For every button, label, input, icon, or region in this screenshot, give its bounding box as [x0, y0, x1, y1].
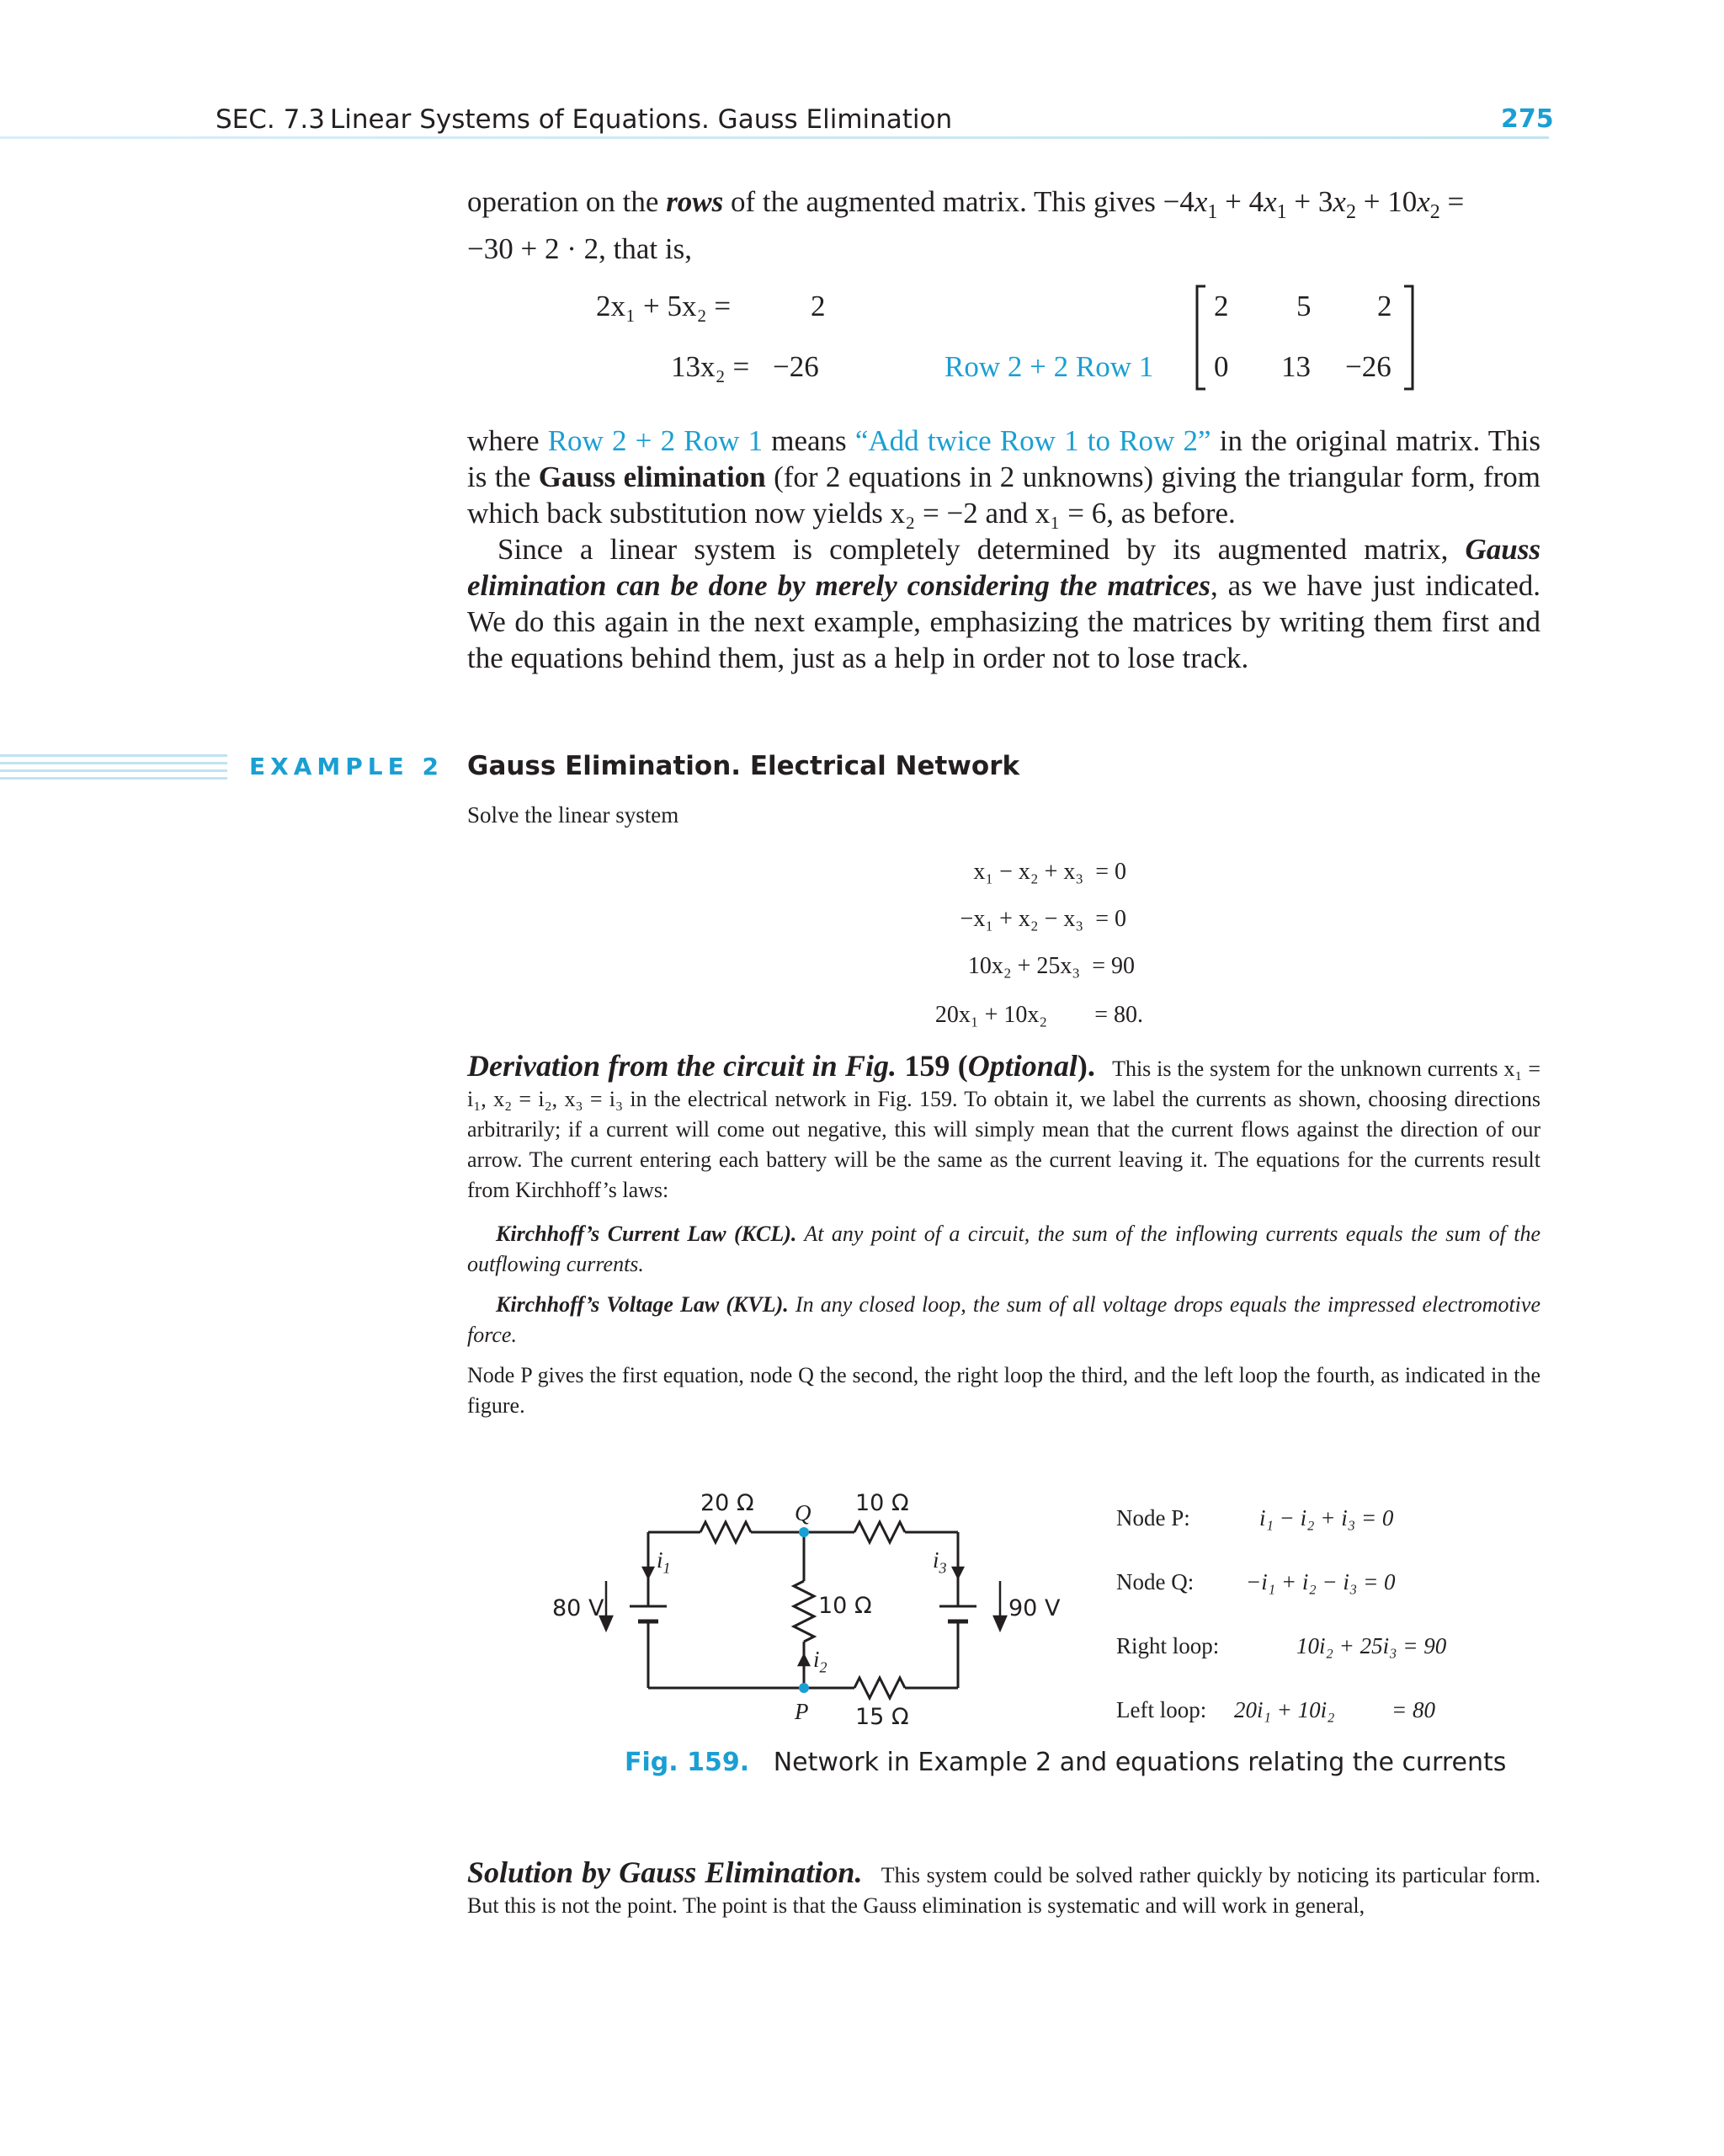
system-row-4-lhs: 20x₁ + 10x₂	[934, 1002, 1048, 1028]
label-i3-sub: 3	[939, 1559, 947, 1577]
matrix-cell-r2c1: 0	[1214, 350, 1229, 383]
label-10-ohm-mid: 10 Ω	[818, 1593, 872, 1619]
node-p-dot	[799, 1683, 809, 1693]
label-i1	[657, 1547, 671, 1577]
fig-eq-1-label: Node P:	[1116, 1505, 1190, 1530]
derivation-paragraph	[467, 1051, 1540, 1206]
matrix-cell-r1c2: 5	[1296, 290, 1312, 322]
system-row-1-rhs: = 0	[1095, 859, 1126, 885]
label-node-p: P	[795, 1699, 809, 1724]
system-row-2-lhs: −x₁ + x₂ − x₃	[960, 906, 1084, 932]
system-row-2-rhs: = 0	[1095, 906, 1126, 932]
section-number: SEC. 7.3	[216, 104, 325, 135]
system-row-3	[849, 953, 1135, 980]
kcl-head: Kirchhoff’s Current Law (KCL).	[496, 1222, 797, 1246]
fig-eq-4: 20i₁ + 10i₂ = 80	[1234, 1697, 1435, 1722]
i2-arrow-head	[799, 1655, 809, 1665]
kvl-text: In any closed loop, the sum of all voltage drops equals the impressed electromotive force.	[467, 1292, 1540, 1347]
matrix-cell-r1c3: 2	[1377, 290, 1392, 322]
p1-rest1: in the original matrix. This is the	[467, 424, 1540, 493]
p1-row-op: Row 2 + 2 Row 1	[547, 424, 764, 457]
row-operation-label: Row 2 + 2 Row 1	[944, 350, 1154, 383]
intro-paragraph: operation on the rows of the augmented matrix. This gives $-4x_1 + 4x_1 + 3x_2 + 10x_2$ = −30 + 2 · 2, that is,	[467, 185, 1465, 265]
system-row-4	[849, 1002, 1143, 1029]
intro-text-a: operation on the	[467, 185, 667, 218]
matrix-cell-r1c1: 2	[1214, 290, 1229, 322]
p1-where: where	[467, 424, 548, 457]
derivation-head-2: 159 (	[897, 1049, 968, 1083]
running-title: Linear Systems of Equations. Gauss Elimination	[330, 104, 953, 135]
header-rule	[0, 136, 1549, 139]
derivation-head-3: Optional	[967, 1049, 1078, 1083]
label-i1-main: i	[657, 1547, 663, 1573]
fig-eq-3-label: Right loop:	[1116, 1633, 1220, 1658]
figure-caption	[625, 1748, 1506, 1777]
solution-paragraph	[467, 1857, 1540, 1921]
kvl-head: Kirchhoff’s Voltage Law (KVL).	[496, 1292, 789, 1317]
intro-rows-emphasis: rows	[666, 185, 724, 218]
fig-eq-2-label: Node Q:	[1116, 1569, 1195, 1594]
resistor-15-ohm	[854, 1678, 905, 1698]
p2-emphasis: Gauss elimination can be done by merely considering the matrices	[467, 533, 1540, 602]
p1-means: means	[763, 424, 855, 457]
page-number: 275	[1501, 104, 1554, 134]
label-i2-sub: 2	[819, 1658, 827, 1676]
system-row-3-lhs: 10x₂ + 25x₃	[967, 953, 1081, 979]
node-paragraph: Node P gives the first equation, node Q the second, the right loop the third, and the left loop the fourth, as indicated in the figure.	[467, 1363, 1540, 1418]
i3-arrow-head	[953, 1568, 963, 1578]
example-rule-2	[0, 762, 227, 764]
fig-eq-3: 10i₂ + 25i₃ = 90	[1296, 1633, 1447, 1658]
example-title: Gauss Elimination. Electrical Network	[467, 751, 1020, 781]
example-label: EXAMPLE 2	[249, 753, 444, 780]
label-i3	[933, 1547, 947, 1577]
intro-text-b: of the augmented matrix. This gives −4	[723, 185, 1195, 218]
tri-eq2-lhs: 13x₂ =	[671, 350, 750, 383]
tri-eq1-rhs: 2	[811, 290, 826, 322]
kcl-text: At any point of a circuit, the sum of the inflowing currents equals the sum of the outflowing currents.	[467, 1222, 1541, 1276]
kvl-paragraph	[467, 1290, 1540, 1350]
resistor-10-ohm-mid	[794, 1581, 814, 1642]
system-row-2	[849, 906, 1126, 933]
resistor-20-ohm	[700, 1522, 751, 1542]
label-i1-sub: 1	[662, 1559, 671, 1577]
matrix-cell-r2c3: −26	[1345, 350, 1391, 383]
label-20-ohm: 20 Ω	[700, 1490, 754, 1516]
kcl-paragraph	[467, 1219, 1540, 1280]
label-90-v: 90 V	[1008, 1595, 1061, 1621]
label-node-q: Q	[795, 1500, 811, 1525]
matrix-cell-r2c2: 13	[1281, 350, 1311, 383]
p1-gauss-bold: Gauss elimination	[538, 460, 766, 493]
resistor-10-ohm-top	[854, 1522, 905, 1542]
label-i2-main: i	[813, 1647, 820, 1672]
fig-eq-1: i₁ − i₂ + i₃ = 0	[1259, 1505, 1394, 1530]
example-rule-3	[0, 769, 227, 772]
label-i2	[813, 1647, 827, 1676]
system-row-1	[849, 859, 1126, 886]
matrix-right-bracket	[1404, 286, 1413, 389]
derivation-head-4: ).	[1077, 1049, 1095, 1083]
example-rule-1	[0, 754, 227, 757]
derivation-head-1: Derivation from the circuit in Fig.	[467, 1049, 897, 1083]
label-15-ohm: 15 Ω	[855, 1704, 909, 1730]
node-q-dot	[799, 1527, 809, 1537]
solution-text: This system could be solved rather quickly by noticing its particular form. But this is not the point. The point is that the Gauss elimination is systematic and will work in general,	[467, 1863, 1541, 1918]
derivation-text: This is the system for the unknown currents x₁ = i₁, x₂ = i₂, x₃ = i₃ in the electrical network in Fig. 159. To obtain it, we label the currents as shown, choosing directions arbitrarily; if a current will come out negative, this will simply mean that the current flows against the direction of our arrow. The current entering each battery will be the same as the current leaving it. The equations for the currents result from Kirchhoff’s laws:	[467, 1057, 1541, 1202]
fig-eq-2: −i₁ + i₂ − i₃ = 0	[1246, 1569, 1396, 1594]
tri-eq2-rhs: −26	[773, 350, 819, 383]
figure-number: Fig. 159.	[625, 1748, 750, 1777]
label-80-v: 80 V	[552, 1595, 604, 1621]
p2-text-b: , as we have just indicated. We do this again in the next example, emphasizing the matrices by writing them first and the equations behind them, just as a help in order not to lose track.	[467, 569, 1540, 674]
solution-head: Solution by Gauss Elimination.	[467, 1855, 863, 1889]
p2-text-a: Since a linear system is completely determined by its augmented matrix,	[498, 533, 1466, 566]
label-10-ohm-top: 10 Ω	[855, 1490, 909, 1516]
p1-rest2: (for 2 equations in 2 unknowns) giving the triangular form, from which back substitution now yields x₂ = −2 and x₁ = 6, as before.	[467, 460, 1540, 530]
example-rule-4	[0, 777, 227, 780]
matrix-left-bracket	[1197, 286, 1205, 389]
label-i3-main: i	[933, 1547, 939, 1573]
paragraph-since	[467, 531, 1540, 676]
i1-arrow-head	[643, 1568, 653, 1578]
system-row-4-rhs: = 80.	[1094, 1002, 1143, 1028]
tri-eq1-lhs: 2x₁ + 5x₂ =	[596, 290, 732, 322]
paragraph-where	[467, 423, 1540, 531]
system-row-1-lhs: x₁ − x₂ + x₃	[973, 859, 1084, 885]
figure-caption-text: Network in Example 2 and equations relating the currents	[773, 1748, 1507, 1777]
fig-eq-4-label: Left loop:	[1116, 1697, 1207, 1722]
intro-line2: −30 + 2 · 2, that is,	[467, 232, 692, 265]
v-right-arrow-head	[994, 1616, 1006, 1630]
solve-prompt: Solve the linear system	[467, 802, 679, 828]
p1-quote: “Add twice Row 1 to Row 2”	[854, 424, 1211, 457]
system-row-3-rhs: = 90	[1092, 953, 1135, 979]
